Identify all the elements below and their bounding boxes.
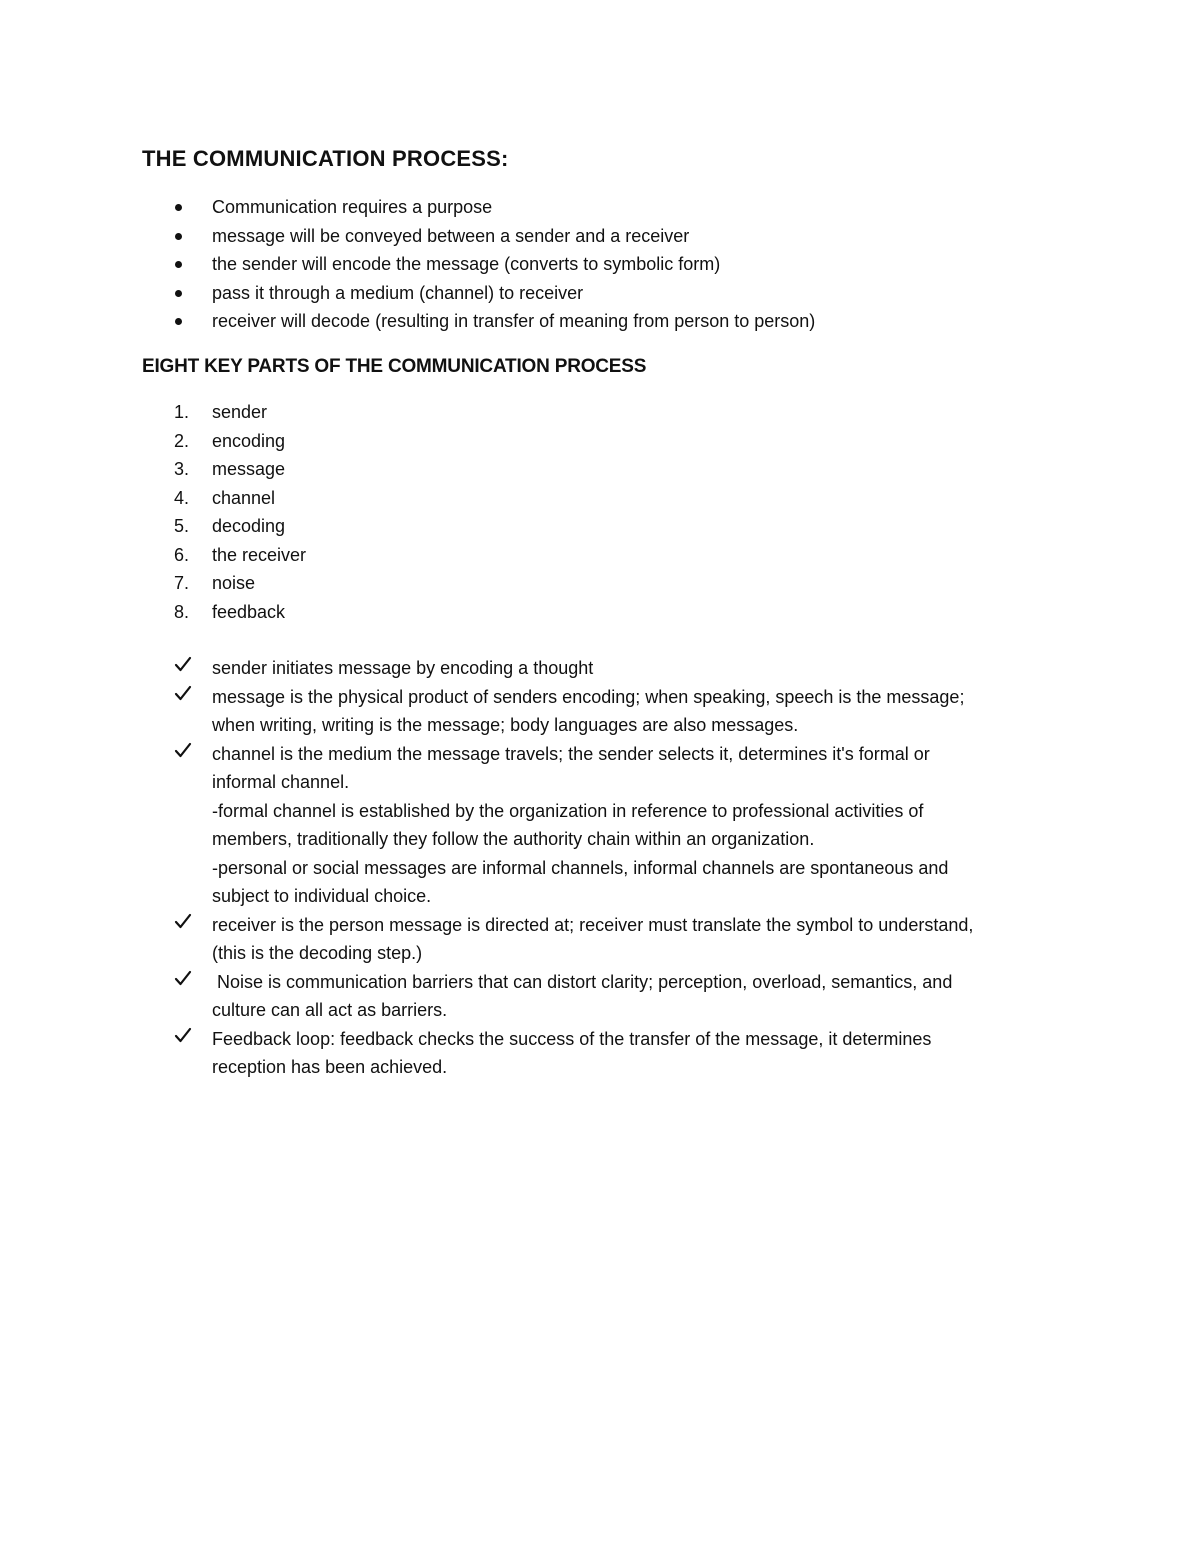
- list-item: [0, 307, 1200, 336]
- list-item: [0, 279, 1200, 308]
- process-bullet-list: [0, 193, 1200, 336]
- list-item: [0, 598, 1200, 627]
- list-item: [0, 455, 1200, 484]
- checkmark-icon: [174, 655, 192, 673]
- list-item: [0, 427, 1200, 456]
- check-line: informal channel.: [212, 772, 350, 792]
- check-line: receiver is the person message is directed at; receiver must translate the symbol to understand,: [212, 914, 974, 935]
- list-item-text: encoding: [212, 430, 286, 451]
- check-line: Feedback loop: feedback checks the success of the transfer of the message, it determines: [212, 1028, 932, 1049]
- list-item-text: decoding: [212, 516, 286, 536]
- section-heading: EIGHT KEY PARTS OF THE COMMUNICATION PROCESS: [142, 356, 647, 377]
- list-item-text: sender: [212, 402, 268, 422]
- check-item: [0, 654, 1200, 683]
- check-item: [0, 968, 1200, 1025]
- bullet-dot-icon: [175, 261, 182, 268]
- bullet-dot-icon: [175, 233, 182, 240]
- bullet-dot-icon: [175, 290, 182, 297]
- list-item-text: message will be conveyed between a sender and a receiver: [212, 225, 690, 246]
- checkmark-icon: [174, 741, 192, 759]
- bullet-dot-icon: [175, 318, 182, 325]
- checkmark-icon: [174, 969, 192, 987]
- check-line: (this is the decoding step.): [212, 943, 423, 963]
- checkmark-icon: [174, 1026, 192, 1044]
- key-parts-numbered-list: [0, 398, 1200, 626]
- list-number: 6.: [174, 544, 190, 565]
- list-item: [0, 512, 1200, 541]
- check-item: [0, 740, 1200, 911]
- check-line: culture can all act as barriers.: [212, 1000, 448, 1020]
- list-number: 7.: [174, 573, 190, 593]
- list-item-text: the sender will encode the message (converts to symbolic form): [212, 254, 721, 274]
- list-item: [0, 541, 1200, 570]
- check-item: [0, 683, 1200, 740]
- check-item: [0, 911, 1200, 968]
- check-line: subject to individual choice.: [212, 886, 432, 906]
- check-line: -personal or social messages are informal channels, informal channels are spontaneous and: [212, 857, 949, 878]
- checkmark-list: [0, 654, 1200, 1082]
- list-item: [0, 484, 1200, 513]
- checkmark-icon: [174, 912, 192, 930]
- list-item: [0, 222, 1200, 251]
- list-item-text: the receiver: [212, 544, 307, 565]
- check-line: Noise is communication barriers that can distort clarity; perception, overload, semantics, and: [212, 971, 953, 992]
- list-item-text: noise: [212, 573, 256, 593]
- list-item: [0, 193, 1200, 222]
- list-item-text: feedback: [212, 601, 286, 622]
- list-number: 2.: [174, 430, 190, 451]
- list-number: 1.: [174, 402, 190, 422]
- list-item: [0, 398, 1200, 427]
- checkmark-icon: [174, 684, 192, 702]
- list-item-text: channel: [212, 487, 276, 508]
- check-item: [0, 1025, 1200, 1082]
- list-number: 8.: [174, 601, 190, 622]
- list-item: [0, 569, 1200, 598]
- list-number: 3.: [174, 459, 190, 479]
- check-line: sender initiates message by encoding a thought: [212, 658, 594, 678]
- check-line: -formal channel is established by the organization in reference to professional activities of: [212, 800, 924, 821]
- list-item-text: message: [212, 459, 286, 479]
- list-number: 5.: [174, 516, 190, 536]
- check-line: channel is the medium the message travels; the sender selects it, determines it's formal or: [212, 743, 930, 764]
- check-line: when writing, writing is the message; body languages are also messages.: [212, 715, 799, 735]
- list-item: [0, 250, 1200, 279]
- list-item-text: pass it through a medium (channel) to receiver: [212, 282, 584, 303]
- bullet-dot-icon: [175, 204, 182, 211]
- page-title: THE COMMUNICATION PROCESS:: [142, 146, 509, 171]
- check-line: message is the physical product of senders encoding; when speaking, speech is the message;: [212, 686, 965, 707]
- list-number: 4.: [174, 487, 190, 508]
- check-line: members, traditionally they follow the authority chain within an organization.: [212, 829, 815, 849]
- list-item-text: receiver will decode (resulting in transfer of meaning from person to person): [212, 311, 816, 331]
- list-item-text: Communication requires a purpose: [212, 197, 493, 217]
- check-line: reception has been achieved.: [212, 1057, 448, 1077]
